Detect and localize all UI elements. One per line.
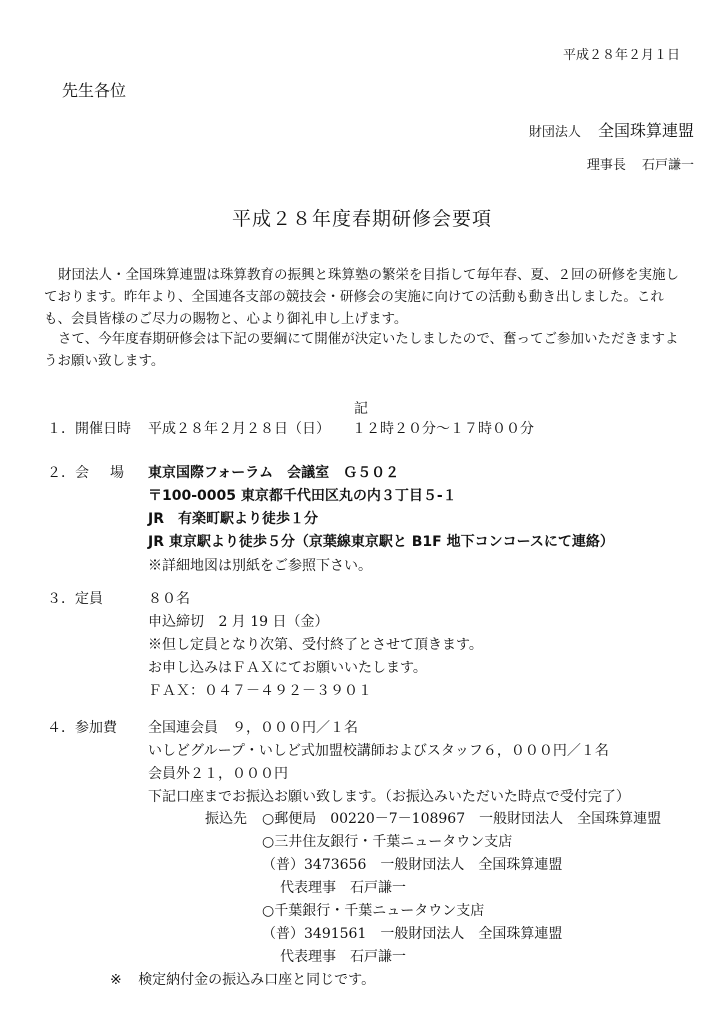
bank-smbc-representative: 代表理事 石戸謙一 bbox=[280, 880, 406, 896]
bank-chiba-representative: 代表理事 石戸謙一 bbox=[280, 949, 406, 965]
intro-paragraph-2: さて、今年度春期研修会は下記の要綱にて開催が決定いたしましたので、奮ってご参加いただきますようお願い致します。 bbox=[44, 331, 679, 369]
item1-date: 平成２８年２月２８日（日） bbox=[148, 421, 330, 437]
org-name: 全国珠算連盟 bbox=[597, 121, 694, 140]
map-note: ※詳細地図は別紙をご参照下さい。 bbox=[148, 558, 372, 574]
deadline bbox=[148, 611, 329, 631]
sender-name: 石戸謙一 bbox=[641, 158, 694, 173]
item2-label: ２．会 bbox=[47, 465, 89, 481]
fee-member: 全国連会員 ９，０００円／１名 bbox=[148, 720, 358, 736]
venue-access-2: JR 東京駅より徒歩５分（京葉線東京駅と B1F 地下コンコースにて連絡） bbox=[148, 534, 614, 550]
footnote-text: 検定納付金の振込み口座と同じです。 bbox=[138, 972, 376, 988]
transfer-label: 振込先 bbox=[205, 811, 247, 827]
footnote bbox=[110, 969, 375, 989]
capacity: ８０名 bbox=[148, 591, 190, 607]
venue-address: 〒100-0005 東京都千代田区丸の内３丁目５-１ bbox=[148, 488, 457, 504]
fee-group: いしどグループ・いしど式加盟校講師およびスタッフ６，０００円／１名 bbox=[148, 743, 609, 759]
sender-organization bbox=[529, 118, 694, 141]
deadline-date: 2 月 19 日（金） bbox=[218, 614, 329, 630]
sender-representative bbox=[587, 154, 694, 173]
bank-chiba-account: （普）3491561 一般財団法人 全国珠算連盟 bbox=[262, 926, 563, 942]
bank-chiba: ○千葉銀行・千葉ニュータウン支店 bbox=[262, 903, 485, 919]
item3-label: ３．定員 bbox=[47, 591, 103, 607]
footnote-mark: ※ bbox=[110, 972, 122, 988]
fee-non-member: 会員外２１，０００円 bbox=[148, 766, 288, 782]
intro-paragraph-1: 財団法人・全国珠算連盟は珠算教育の振興と珠算塾の繁栄を目指して毎年春、夏、２回の研修を実施しております。昨年より、全国連各支部の競技会・研修会の実施に向けての活動も動き出しました。これも、会員皆様のご尽力の賜物と、心より御礼申し上げます。 bbox=[44, 267, 679, 327]
item1-time: １２時２０分～１７時００分 bbox=[352, 421, 534, 437]
document-title: 平成２８年度春期研修会要項 bbox=[231, 208, 492, 230]
ki-heading: 記 bbox=[354, 401, 368, 417]
org-prefix: 財団法人 bbox=[528, 125, 581, 140]
item1-label: １．開催日時 bbox=[47, 421, 131, 437]
addressee: 先生各位 bbox=[62, 81, 127, 100]
capacity-note: ※但し定員となり次第、受付終了とさせて頂きます。 bbox=[148, 637, 483, 653]
item2-label-2: 場 bbox=[110, 465, 124, 481]
bank-postal: ○郵便局 00220－7－108967 一般財団法人 全国珠算連盟 bbox=[262, 811, 662, 827]
deadline-label: 申込締切 bbox=[148, 614, 204, 630]
document-date: 平成２８年２月１日 bbox=[562, 48, 680, 63]
venue-name: 東京国際フォーラム 会議室 Ｇ５０２ bbox=[148, 465, 400, 481]
venue-access-1: JR 有楽町駅より徒歩１分 bbox=[148, 511, 318, 527]
item4-label: ４．参加費 bbox=[47, 720, 117, 736]
bank-smbc-account: （普）3473656 一般財団法人 全国珠算連盟 bbox=[262, 857, 563, 873]
fax-number: ＦＡＸ：０４７－４９２－３９０１ bbox=[148, 683, 372, 699]
transfer-note: 下記口座までお振込お願い致します。（お振込みいただいた時点で受付完了） bbox=[148, 789, 630, 805]
bank-smbc: ○三井住友銀行・千葉ニュータウン支店 bbox=[262, 834, 513, 850]
sender-role: 理事長 bbox=[586, 158, 626, 173]
fax-instruction: お申し込みはＦＡＸにてお願いいたします。 bbox=[148, 660, 427, 676]
